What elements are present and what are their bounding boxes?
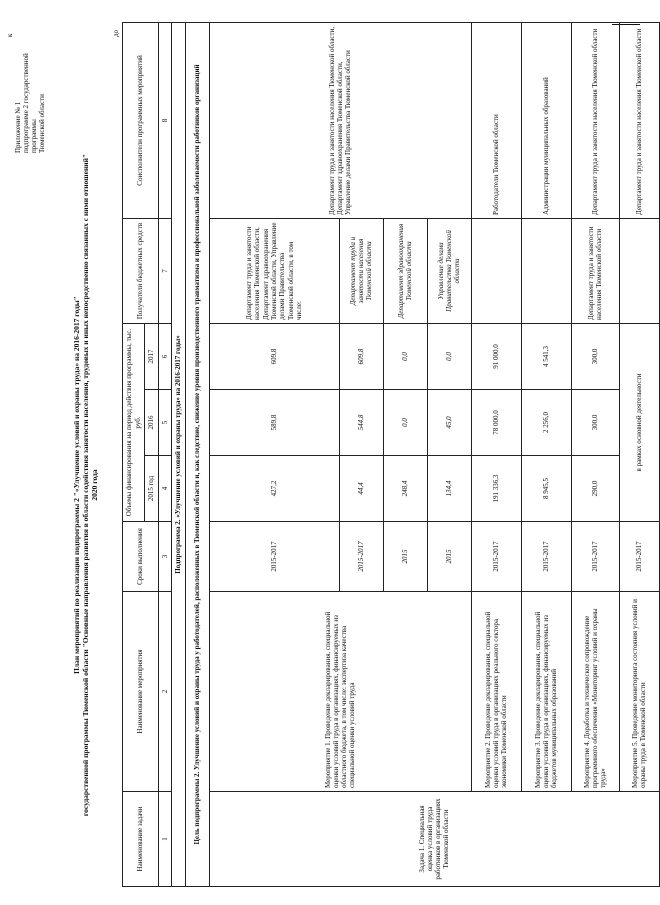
m1-term: 2015-2017 bbox=[209, 522, 339, 592]
appendix-line-1: Приложение № 1 bbox=[14, 101, 22, 153]
m2-2015: 191 336,3 bbox=[471, 456, 521, 522]
subprogram-title: Подпрограмма 2. «Улучшение условий и охраны труда» на 2016-2017 годы» bbox=[172, 23, 185, 887]
m2-recipient bbox=[471, 219, 521, 324]
measure-1: Мероприятие 1. Проведение декларирования, специальной оценки условий труда в организациях, финансируемых из областного бюджета, в том числе: экспертиза качества специальной оценки условий труда bbox=[209, 592, 471, 792]
m1a-term: 2015-2017 bbox=[339, 522, 383, 592]
header-recipient: Получатели бюджетных средств bbox=[123, 219, 159, 324]
m1a-recipient: Департамент труда и занятости населения Тюменской области bbox=[339, 219, 383, 324]
measure-4: Мероприятие 4. Доработка и техническое сопровождение программного обеспечения «Мониторинг условий и охраны труда» bbox=[571, 592, 619, 792]
m5-executors: Департамент труда и занятости населения Тюменской области bbox=[619, 23, 659, 219]
col-number-6: 6 bbox=[159, 324, 172, 390]
m1-2015: 427,2 bbox=[209, 456, 339, 522]
m4-recipient: Департамент труда и занятости населения Тюменской области bbox=[571, 219, 619, 324]
m1c-2017: 0,0 bbox=[427, 324, 471, 390]
m1c-2016: 45,0 bbox=[427, 390, 471, 456]
header-measure: Наименование мероприятия bbox=[123, 592, 159, 792]
m2-2016: 78 000,0 bbox=[471, 390, 521, 456]
m1b-2017: 0,0 bbox=[383, 324, 427, 390]
appendix-line-2: подпрограмме 2 государственной программы bbox=[22, 53, 38, 153]
m1a-2015: 44,4 bbox=[339, 456, 383, 522]
corner-mark: к bbox=[6, 33, 14, 37]
document-heading bbox=[72, 105, 99, 865]
m4-term: 2015-2017 bbox=[571, 522, 619, 592]
m3-2017: 4 541,3 bbox=[521, 324, 571, 390]
m1-2017: 609,8 bbox=[209, 324, 339, 390]
measure-5: Мероприятие 5. Проведение мониторинга состояния условий и охраны труда в Тюменской области bbox=[619, 592, 659, 792]
col-number-4: 4 bbox=[159, 456, 172, 522]
m5-span-text: в рамках основной деятельности bbox=[619, 324, 659, 522]
header-2016: 2016 bbox=[145, 390, 159, 456]
heading-line-2: государственной программы Тюменской области "Основные направления развития в области содействия занятости населения, трудовых и иных непосредственно связанных с ними отношений" bbox=[81, 153, 90, 817]
m1b-2016: 0,0 bbox=[383, 390, 427, 456]
m1-recipient: Департамент труда и занятости населения Тюменской области, Департамент здравоохранения Тюменской области, Управление делами Правительства Тюменской области, в том числе: bbox=[209, 219, 339, 324]
m5-term: 2015-2017 bbox=[619, 522, 659, 592]
m2-2017: 91 000,0 bbox=[471, 324, 521, 390]
m1c-2015: 134,4 bbox=[427, 456, 471, 522]
m1b-2015: 248,4 bbox=[383, 456, 427, 522]
m1b-recipient: Департамент здравоохранения Тюменской области bbox=[383, 219, 427, 324]
measure-3: Мероприятие 3. Проведение декларирования, специальной оценки условий труда в организациях, финансируемых из бюджетов муниципальных образований bbox=[521, 592, 571, 792]
m3-recipient bbox=[521, 219, 571, 324]
col-number-8: 8 bbox=[159, 23, 172, 219]
m4-executors: Департамент труда и занятости населения Тюменской области bbox=[571, 23, 619, 219]
col-number-2: 2 bbox=[159, 592, 172, 792]
header-term: Сроки выполнения bbox=[123, 522, 159, 592]
m3-executors: Администрации муниципальных образований bbox=[521, 23, 571, 219]
m5-recipient bbox=[619, 219, 659, 324]
m3-2016: 2 256,0 bbox=[521, 390, 571, 456]
m1a-2017: 609,8 bbox=[339, 324, 383, 390]
heading-line-3: 2020 года bbox=[90, 469, 99, 501]
header-executors: Соисполнители программных мероприятий bbox=[123, 23, 159, 219]
task-1: Задача 1. Специальная оценка условий труда работников в организациях Тюменской области bbox=[209, 792, 659, 887]
m2-executors: Работодатели Тюменской области bbox=[471, 23, 521, 219]
col-number-7: 7 bbox=[159, 219, 172, 324]
measures-table bbox=[122, 22, 660, 887]
m1-2016: 589,8 bbox=[209, 390, 339, 456]
appendix-line-3: Тюменской области bbox=[38, 94, 46, 153]
header-task: Наименование задачи bbox=[123, 792, 159, 887]
header-2015: 2015 год bbox=[145, 456, 159, 522]
m1-executors: Департамент труда и занятости населения Тюменской области, Департамент здравоохранения Тюменской области, Управление делами Правительства Тюменской области bbox=[209, 23, 471, 219]
m4-2016: 300,0 bbox=[571, 390, 619, 456]
m1c-recipient: Управление делами Правительства Тюменской области bbox=[427, 219, 471, 324]
appendix-note bbox=[14, 33, 46, 153]
m1c-term: 2015 bbox=[427, 522, 471, 592]
col-number-3: 3 bbox=[159, 522, 172, 592]
col-number-5: 5 bbox=[159, 390, 172, 456]
header-2017: 2017 bbox=[145, 324, 159, 390]
m3-term: 2015-2017 bbox=[521, 522, 571, 592]
m3-2015: 8 945,5 bbox=[521, 456, 571, 522]
m4-2017: 300,0 bbox=[571, 324, 619, 390]
page-mark: до bbox=[112, 29, 120, 37]
m2-term: 2015-2017 bbox=[471, 522, 521, 592]
m1b-term: 2015 bbox=[383, 522, 427, 592]
col-number-1: 1 bbox=[159, 792, 172, 887]
m4-2015: 290,0 bbox=[571, 456, 619, 522]
subprogram-goal: Цель подпрограммы 2. Улучшение условий и охраны труда у работодателей, расположенных в Тюменской области и, как следствие, снижение уровня производственного травматизма и профессиональной заболеваемости работников организаций bbox=[185, 23, 209, 887]
measure-2: Мероприятие 2. Проведение декларирования, специальной оценки условий труда в организациях реального сектора экономики Тюменской области bbox=[471, 592, 521, 792]
header-funding: Объемы финансирования на период действия программы, тыс. руб. bbox=[123, 324, 145, 522]
heading-line-1: План мероприятий по реализации подпрограммы 2 "«Улучшение условий и охраны труда» на 2016-2017 годы" bbox=[72, 296, 81, 674]
m1a-2016: 544,8 bbox=[339, 390, 383, 456]
